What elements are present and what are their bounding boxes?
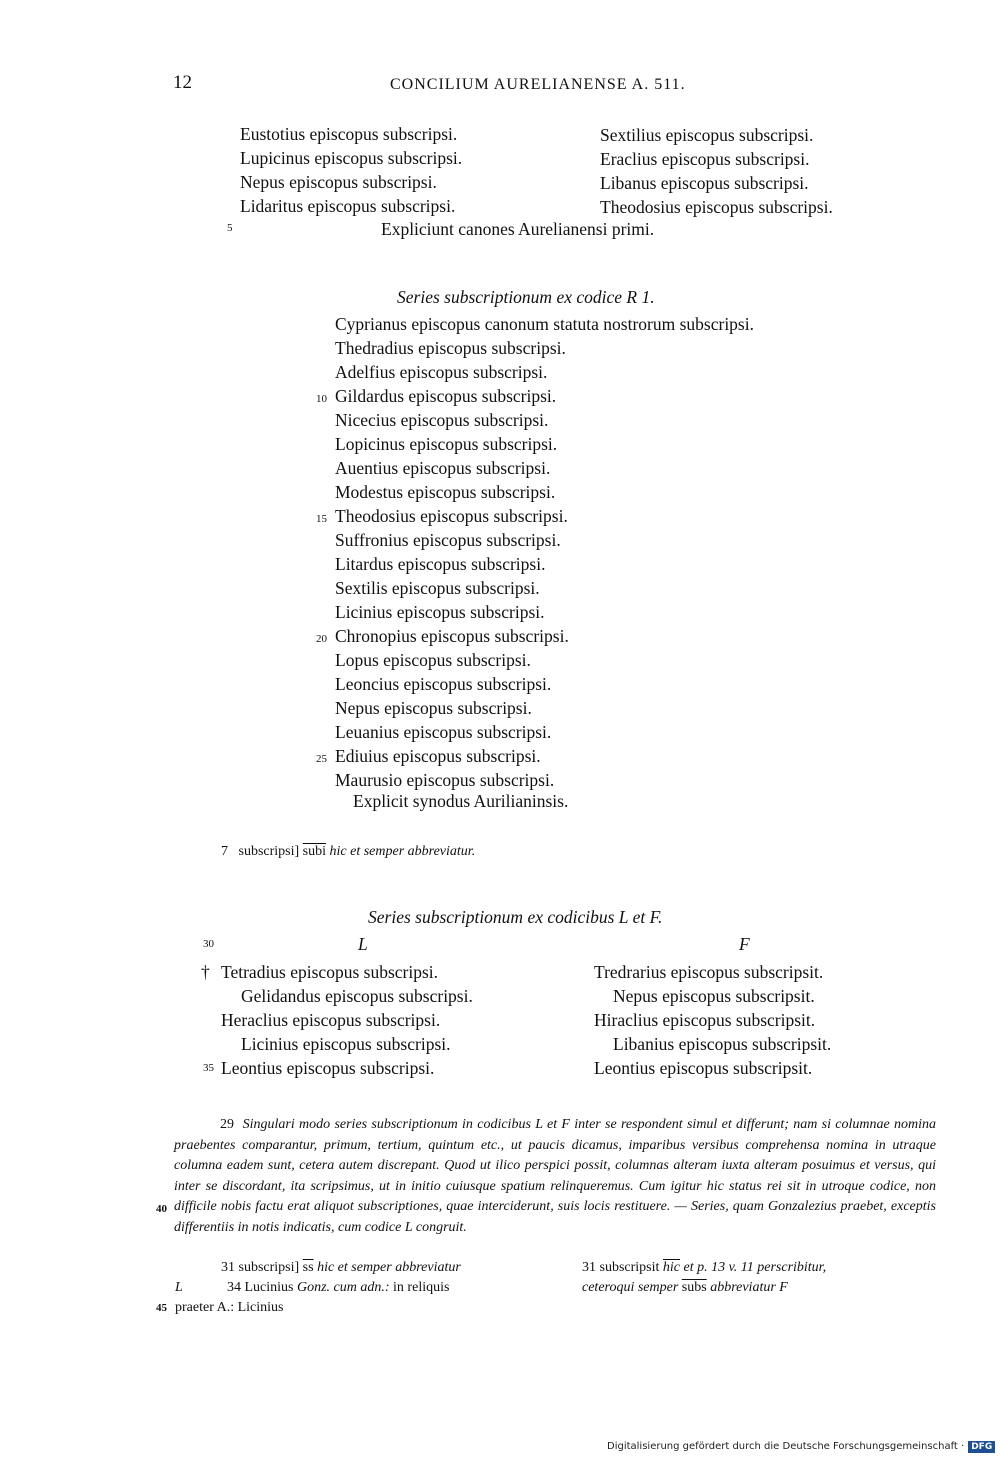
subscription-text: Auentius episcopus subscripsi.: [335, 458, 551, 478]
subscription-text: Ediuius episcopus subscripsi.: [335, 746, 541, 766]
list-line: [310, 552, 754, 576]
list-line: Lupicinus episcopus subscripsi.: [240, 148, 463, 168]
line-number: 20: [316, 633, 327, 645]
margin-line-number: 40: [156, 1203, 167, 1215]
subscription-text: Lopus episcopus subscripsi.: [335, 650, 531, 670]
l-line: Gelidandus episcopus subscripsi.: [241, 986, 473, 1006]
note-comment: et p. 13 v. 11 perscribitur,: [683, 1260, 827, 1275]
list-line: [310, 480, 754, 504]
list-line: Nepus episcopus subscripsi.: [240, 172, 437, 192]
note-text: ceteroqui semper: [582, 1280, 679, 1295]
subscription-text: Gildardus episcopus subscripsi.: [335, 386, 557, 406]
note-abbr: subs: [681, 1280, 707, 1295]
dfg-logo: DFG: [968, 1441, 995, 1453]
list-line: Lidaritus episcopus subscripsi.: [240, 196, 456, 216]
note-abbr: $\overline{ss}$: [302, 1260, 314, 1275]
list-line: [310, 504, 754, 528]
note-text: Singulari modo series subscriptionum in codicibus L et F inter se respondent simul et differunt; nam si columnae nomina praebentes comparantur, primum, tertium, quintum etc., ut paucis dicamus, imparibus versibus comprehensa nomina in utraque columna eadem sunt, cetera autem discrepant. Quod ut ilico perspici possit, columnas alteram iuxta alteram posuimus et versus, qui inter se discordant, ita scripsimus, ut in initio cuiusque spatium relinqueremus. Cum igitur hic status rei sit in utroque codice, non difficile nobis factu erat aliquot subscriptiones, quae interciderunt, suis locis restituere. — Series, quam Gonzalezius praebet, exceptis differentiis in notis indicatis, cum codice L congruit.: [174, 1117, 936, 1235]
subscription-text: Litardus episcopus subscripsi.: [335, 554, 546, 574]
footnote-34-cont: praeter A.: Licinius: [175, 1300, 284, 1315]
subscription-text: Cyprianus episcopus canonum statuta nostrorum subscripsi.: [335, 314, 754, 334]
list-line: [310, 648, 754, 672]
margin-line-number: 45: [156, 1302, 167, 1314]
subscription-text: Licinius episcopus subscripsi.: [335, 602, 545, 622]
column-label-l: L: [358, 934, 368, 954]
subscription-text: Nepus episcopus subscripsi.: [335, 698, 532, 718]
list-line: [310, 360, 754, 384]
list-line: [310, 312, 754, 336]
l-line: Licinius episcopus subscripsi.: [241, 1034, 451, 1054]
note-lemma: subscripsi]: [238, 844, 300, 859]
siglum-l: L: [175, 1280, 183, 1295]
list-line: Eustotius episcopus subscripsi.: [240, 124, 458, 144]
list-line: [310, 408, 754, 432]
f-line: Nepus episcopus subscripsit.: [613, 986, 815, 1006]
footnote-34: [227, 1277, 449, 1298]
list-line: Libanus episcopus subscripsi.: [600, 173, 809, 193]
note-number: 31: [221, 1260, 235, 1275]
list-line: [310, 336, 754, 360]
list-line: [310, 696, 754, 720]
subscription-text: Maurusio episcopus subscripsi.: [335, 770, 555, 790]
subscription-text: Theodosius episcopus subscripsi.: [335, 506, 568, 526]
credit-text: Digitalisierung gefördert durch die Deutsche Forschungsgemeinschaft ·: [607, 1441, 965, 1452]
digitization-credit: [607, 1441, 995, 1453]
l-line: Leontius episcopus subscripsi.: [221, 1058, 435, 1078]
note-number: 31: [582, 1260, 596, 1275]
l-line: Tetradius episcopus subscripsi.: [221, 962, 439, 982]
explicit-canones: Expliciunt canones Aurelianensi primi.: [381, 219, 655, 239]
list-line: [310, 432, 754, 456]
section-heading-r1: Series subscriptionum ex codice R 1.: [397, 287, 655, 307]
note-comment: hic et semper abbreviatur.: [329, 844, 476, 859]
page-number: 12: [173, 72, 192, 93]
running-title: CONCILIUM AURELIANENSE A. 511.: [390, 76, 686, 93]
f-line: Leontius episcopus subscripsit.: [594, 1058, 813, 1078]
list-line: [310, 624, 754, 648]
line-number: 10: [316, 393, 327, 405]
note-hic: $\overline{hic}$: [662, 1260, 680, 1275]
footnote-31b-cont: [582, 1277, 788, 1298]
subscription-text: Chronopius episcopus subscripsi.: [335, 626, 569, 646]
list-line: [310, 744, 754, 768]
subscription-text: Thedradius episcopus subscripsi.: [335, 338, 566, 358]
l-line: Heraclius episcopus subscripsi.: [221, 1010, 441, 1030]
dagger: †: [201, 962, 210, 982]
list-line: [310, 672, 754, 696]
list-line: [310, 384, 754, 408]
subscription-text: Leoncius episcopus subscripsi.: [335, 674, 552, 694]
list-line: [310, 456, 754, 480]
line-number: 15: [316, 513, 327, 525]
line-number: 25: [316, 753, 327, 765]
list-line: Sextilius episcopus subscripsi.: [600, 125, 814, 145]
note-text: Lucinius: [244, 1280, 294, 1295]
f-line: Hiraclius episcopus subscripsit.: [594, 1010, 816, 1030]
note-number: 34: [227, 1280, 241, 1295]
note-text: abbreviatur F: [710, 1280, 788, 1295]
note-number: 29: [220, 1117, 234, 1132]
note-comment: hic et semper abbreviatur: [317, 1260, 461, 1275]
footnote-7: [221, 841, 475, 862]
explicit-synodus: Explicit synodus Aurilianinsis.: [353, 791, 569, 811]
footnote-29: [174, 1115, 936, 1238]
footnote-31b: [582, 1257, 826, 1278]
subscription-text: Leuanius episcopus subscripsi.: [335, 722, 552, 742]
column-label-f: F: [739, 934, 750, 954]
line-number: 35: [203, 1062, 214, 1074]
f-line: Libanius episcopus subscripsit.: [613, 1034, 832, 1054]
footnote-31a: [221, 1257, 461, 1278]
line-number: 5: [227, 222, 233, 234]
line-number: 30: [203, 938, 214, 950]
note-lemma: subscripsi]: [238, 1260, 300, 1275]
note-abbr: subi: [302, 844, 327, 859]
subscription-text: Modestus episcopus subscripsi.: [335, 482, 556, 502]
top-list-left: [240, 122, 462, 218]
r1-list: [310, 312, 754, 792]
list-line: [310, 600, 754, 624]
subscription-text: Nicecius episcopus subscripsi.: [335, 410, 549, 430]
subscription-text: Suffronius episcopus subscripsi.: [335, 530, 561, 550]
list-line: [310, 528, 754, 552]
list-line: Theodosius episcopus subscripsi.: [600, 197, 833, 217]
list-line: Eraclius episcopus subscripsi.: [600, 149, 810, 169]
note-text: in reliquis: [393, 1280, 450, 1295]
subscription-text: Lopicinus episcopus subscripsi.: [335, 434, 558, 454]
section-heading-lf: Series subscriptionum ex codicibus L et F.: [368, 907, 663, 927]
note-number: 7: [221, 844, 228, 859]
note-text: Gonz. cum adn.:: [297, 1280, 390, 1295]
note-lemma: subscripsit: [599, 1260, 660, 1275]
list-line: [310, 576, 754, 600]
subscription-text: Adelfius episcopus subscripsi.: [335, 362, 548, 382]
subscription-text: Sextilis episcopus subscripsi.: [335, 578, 540, 598]
list-line: [310, 720, 754, 744]
f-line: Tredrarius episcopus subscripsit.: [594, 962, 824, 982]
top-list-right: [600, 123, 833, 219]
